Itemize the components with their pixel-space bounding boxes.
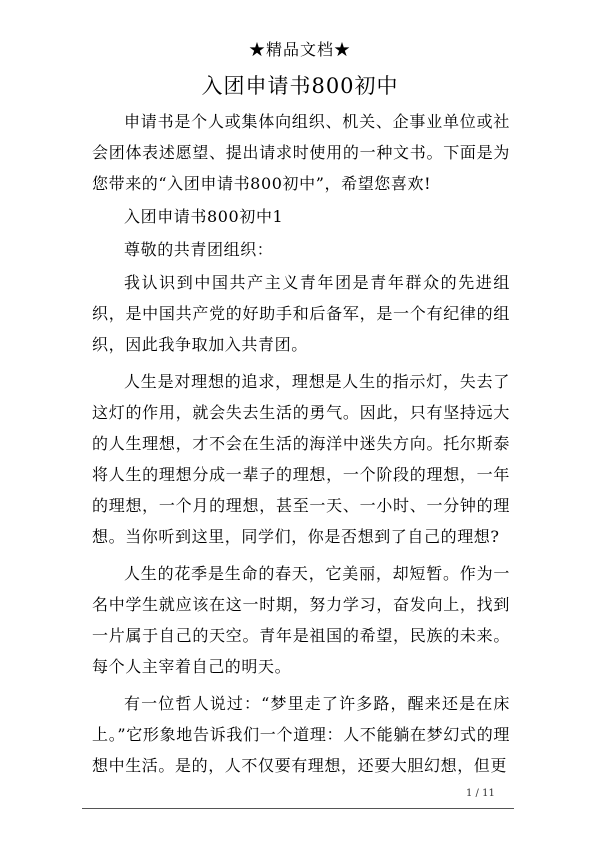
intro-paragraph: 申请书是个人或集体向组织、机关、企事业单位或社会团体表述愿望、提出请求时使用的一种文书。下面是为您带来的“入团申请书800初中”，希望您喜欢!: [92, 112, 510, 193]
document-header: ★精品文档★: [248, 40, 351, 59]
body-paragraph: 我认识到中国共产主义青年团是青年群众的先进组织，是中国共产党的好助手和后备军，是一个有纪律的组织，因此我争取加入共青团。: [92, 273, 510, 354]
salutation: 尊敬的共青团组织：: [124, 240, 274, 259]
body-paragraph: 人生的花季是生命的春天，它美丽，却短暂。作为一名中学生就应该在这一时期，努力学习，奋发向上，找到一片属于自己的天空。青年是祖国的希望，民族的未来。每个人主宰着自己的明天。: [92, 564, 510, 676]
document-title: 入团申请书800初中: [201, 74, 399, 98]
document-body: [92, 106, 510, 783]
body-paragraph: 有一位哲人说过：“梦里走了许多路，醒来还是在床上。”它形象地告诉我们一个道理：人不能躺在梦幻式的理想中生活。是的，人不仅要有理想，还要大胆幻想，但更: [92, 694, 510, 775]
page-number: 1 / 11: [466, 788, 495, 799]
footer-divider: [82, 808, 514, 809]
section-heading: 入团申请书800初中1: [124, 207, 284, 226]
body-paragraph: 人生是对理想的追求，理想是人生的指示灯，失去了这灯的作用，就会失去生活的勇气。因此，只有坚持远大的人生理想，才不会在生活的海洋中迷失方向。托尔斯泰将人生的理想分成一辈子的理想，一个阶段的理想，一年的理想，一个月的理想，甚至一天、一小时、一分钟的理想。当你听到这里，同学们，你是否想到了自己的理想?: [92, 372, 510, 546]
